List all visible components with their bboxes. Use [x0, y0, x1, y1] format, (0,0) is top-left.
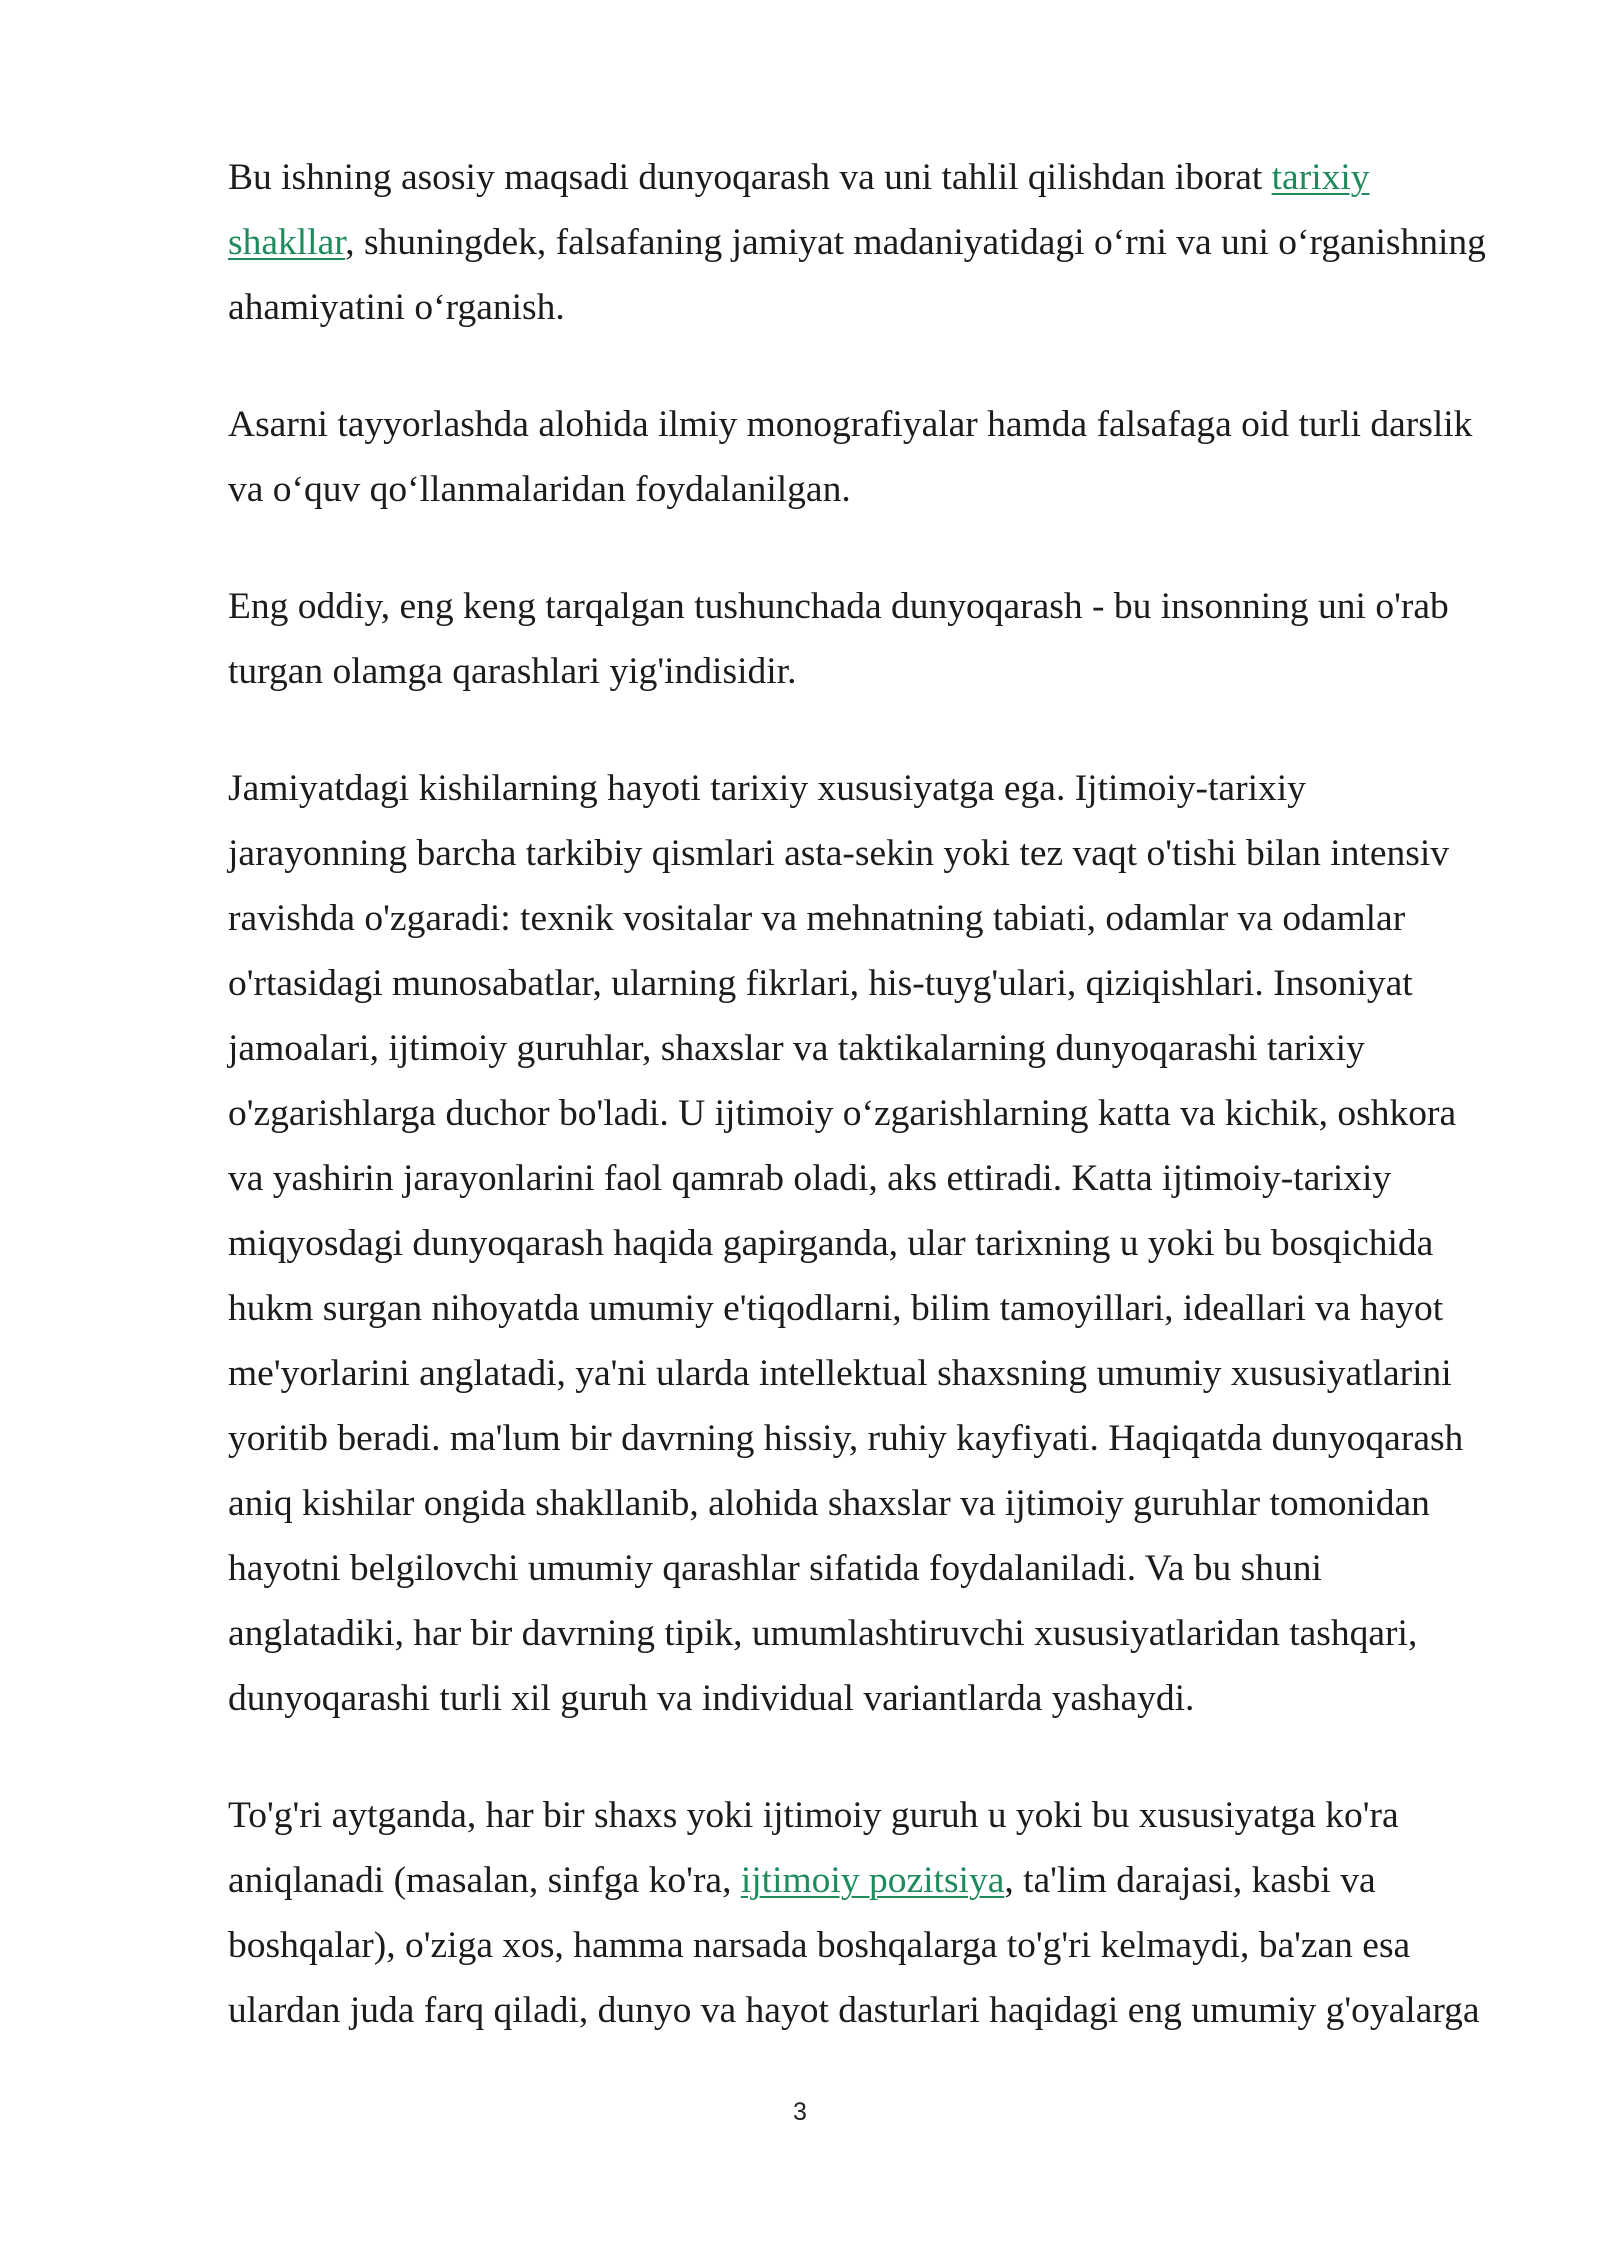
document-body: [228, 145, 1490, 2043]
paragraph-social-groups-line-3: boshqalar), o'ziga xos, hamma narsada boshqalarga to'g'ri kelmaydi, ba'zan esa: [228, 1925, 1411, 1966]
link-tarixiy-shakllar-part-1[interactable]: tarixiy: [1271, 157, 1370, 198]
paragraph-social-groups-line-4: ulardan juda farq qiladi, dunyo va hayot dasturlari haqidagi eng umumiy g'oyalarga: [228, 1990, 1480, 2031]
paragraph-history-line: me'yorlarini anglatadi, ya'ni ularda intellektual shaxsning umumiy xususiyatlarini: [228, 1353, 1452, 1394]
paragraph-social-groups-line-2-end: , ta'lim darajasi, kasbi va: [1004, 1860, 1376, 1901]
paragraph-sources-line-1: Asarni tayyorlashda alohida ilmiy monografiyalar hamda falsafaga oid turli darslik: [228, 404, 1473, 445]
paragraph-history-line: hukm surgan nihoyatda umumiy e'tiqodlarni, bilim tamoyillari, ideallari va hayot: [228, 1288, 1444, 1329]
paragraph-history-line: o'zgarishlarga duchor bo'ladi. U ijtimoiy o‘zgarishlarning katta va kichik, oshkora: [228, 1093, 1457, 1134]
paragraph-history-line: yoritib beradi. ma'lum bir davrning hissiy, ruhiy kayfiyati. Haqiqatda dunyoqarash: [228, 1418, 1464, 1459]
paragraph-definition-line-1: Eng oddiy, eng keng tarqalgan tushunchada dunyoqarash - bu insonning uni o'rab: [228, 586, 1449, 627]
paragraph-history-line: jarayonning barcha tarkibiy qismlari asta-sekin yoki tez vaqt o'tishi bilan intensiv: [228, 833, 1450, 874]
paragraph-history-line: o'rtasidagi munosabatlar, ularning fikrlari, his-tuyg'ulari, qiziqishlari. Insoniyat: [228, 963, 1413, 1004]
paragraph-sources-line-2: va o‘quv qo‘llanmalaridan foydalanilgan.: [228, 469, 851, 510]
paragraph-history-line: va yashirin jarayonlarini faol qamrab oladi, aks ettiradi. Katta ijtimoiy-tarixiy: [228, 1158, 1392, 1199]
page-number: 3: [793, 2098, 807, 2126]
paragraph-aim-text-end: , shuningdek, falsafaning jamiyat madaniyatidagi o‘rni va uni o‘rganishning ahamiyatini o‘rganish.: [228, 222, 1486, 328]
paragraph-history-line: Jamiyatdagi kishilarning hayoti tarixiy xususiyatga ega. Ijtimoiy-tarixiy: [228, 768, 1306, 809]
paragraph-sources: [228, 392, 1490, 522]
link-ijtimoiy-pozitsiya[interactable]: ijtimoiy pozitsiya: [740, 1860, 1005, 1901]
paragraph-aim: [228, 145, 1490, 340]
paragraph-history: [228, 756, 1490, 1731]
paragraph-history-line: hayotni belgilovchi umumiy qarashlar sifatida foydalaniladi. Va bu shuni: [228, 1548, 1322, 1589]
paragraph-history-line: miqyosdagi dunyoqarash haqida gapirganda, ular tarixning u yoki bu bosqichida: [228, 1223, 1434, 1264]
paragraph-history-line: aniq kishilar ongida shakllanib, alohida shaxslar va ijtimoiy guruhlar tomonidan: [228, 1483, 1430, 1524]
paragraph-social-groups-line-1: To'g'ri aytganda, har bir shaxs yoki ijtimoiy guruh u yoki bu xususiyatga ko'ra: [228, 1795, 1399, 1836]
paragraph-social-groups: [228, 1783, 1490, 2043]
link-tarixiy-shakllar-part-2[interactable]: shakllar: [228, 222, 346, 263]
paragraph-aim-text-start: Bu ishning asosiy maqsadi dunyoqarash va uni tahlil qilishdan iborat: [228, 157, 1272, 198]
paragraph-definition-line-2: turgan olamga qarashlari yig'indisidir.: [228, 651, 797, 692]
paragraph-history-line: jamoalari, ijtimoiy guruhlar, shaxslar va taktikalarning dunyoqarashi tarixiy: [228, 1028, 1365, 1069]
paragraph-social-groups-line-2-start: aniqlanadi (masalan, sinfga ko'ra,: [228, 1860, 741, 1901]
paragraph-history-line: anglatadiki, har bir davrning tipik, umumlashtiruvchi xususiyatlaridan tashqari,: [228, 1613, 1418, 1654]
paragraph-history-line: dunyoqarashi turli xil guruh va individual variantlarda yashaydi.: [228, 1678, 1195, 1719]
paragraph-history-line: ravishda o'zgaradi: texnik vositalar va mehnatning tabiati, odamlar va odamlar: [228, 898, 1406, 939]
paragraph-definition: [228, 574, 1490, 704]
